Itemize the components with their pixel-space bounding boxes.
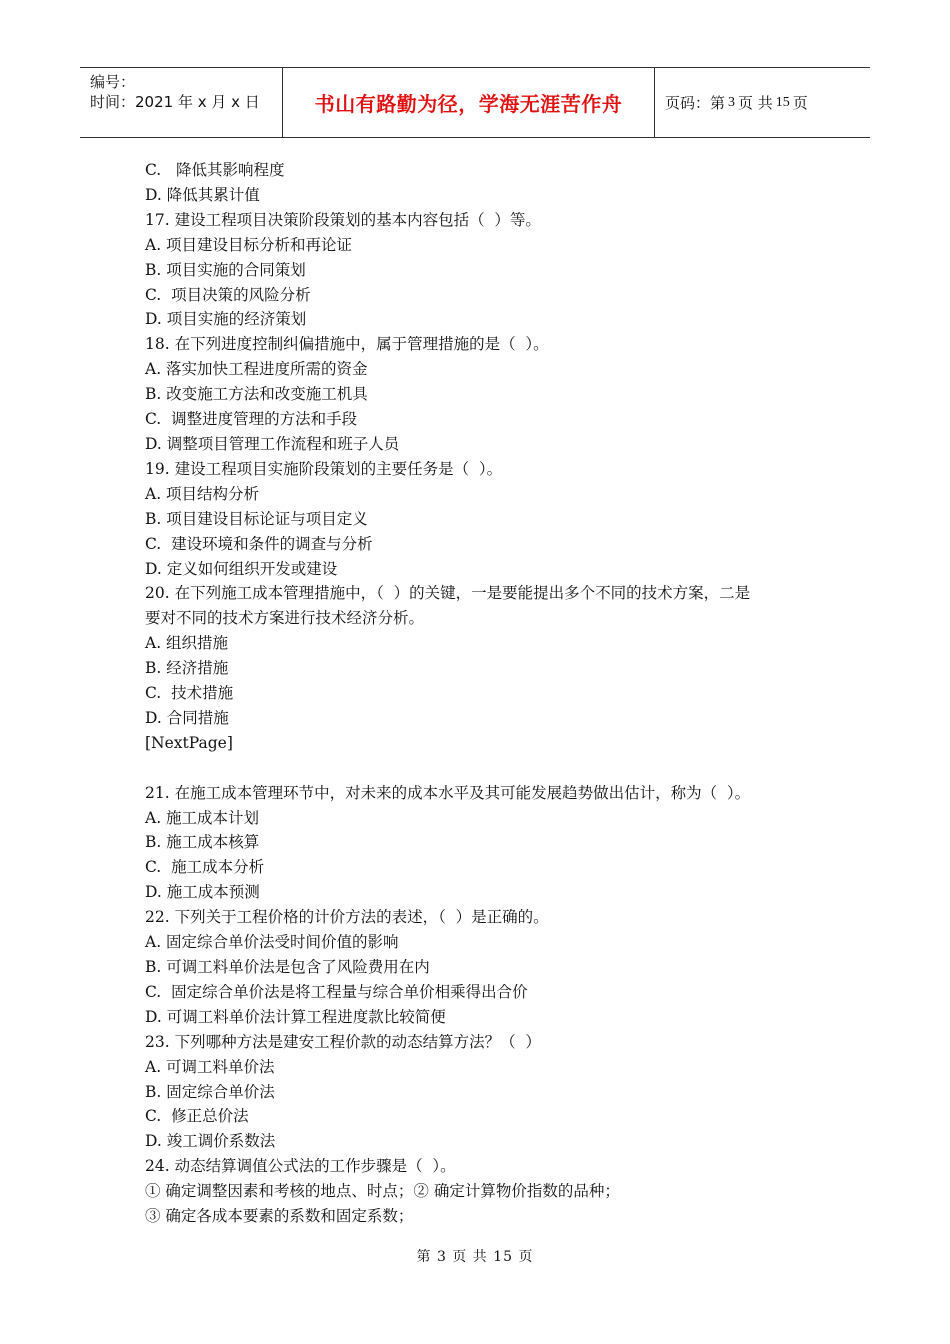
question-23: 23. 下列哪种方法是建安工程价款的动态结算方法？（ ） (145, 1032, 541, 1051)
question-20: 20. 在下列施工成本管理措施中，（ ）的关键，一是要能提出多个不同的技术方案，二是 (145, 584, 751, 603)
text-line: A. 落实加快工程进度所需的资金 (145, 360, 368, 379)
text-line: ③ 确定各成本要素的系数和固定系数； (145, 1207, 414, 1226)
page-header (80, 67, 870, 138)
page-total: 15 (775, 94, 790, 110)
page-break-marker: [NextPage] (145, 733, 233, 752)
text-line: A. 施工成本计划 (145, 808, 260, 827)
text-line: A. 项目结构分析 (145, 484, 260, 503)
document-time-label: 时间：2021 年 x 月 x 日 (90, 93, 260, 111)
text-line: B. 项目实施的合同策划 (145, 260, 306, 279)
document-body (145, 158, 815, 1229)
page-prefix: 页码：第 (665, 94, 726, 112)
text-line: B. 施工成本核算 (145, 833, 260, 852)
text-line: B. 固定综合单价法 (145, 1082, 275, 1101)
text-line: ① 确定调整因素和考核的地点、时点；② 确定计算物价指数的品种； (145, 1182, 620, 1201)
header-page-info (655, 68, 870, 137)
page-suffix: 页 (792, 94, 808, 112)
text-line: B. 经济措施 (145, 659, 229, 678)
page-mid: 页 共 (738, 94, 773, 112)
text-line: D. 合同措施 (145, 708, 229, 727)
text-line: B. 改变施工方法和改变施工机具 (145, 385, 368, 404)
question-18: 18. 在下列进度控制纠偏措施中，属于管理措施的是（ ）。 (145, 335, 549, 354)
text-line: A. 可调工料单价法 (145, 1057, 275, 1076)
text-line: C. 施工成本分析 (145, 858, 265, 877)
question-19: 19. 建设工程项目实施阶段策划的主要任务是（ ）。 (145, 459, 503, 478)
text-line: C. 项目决策的风险分析 (145, 285, 311, 304)
header-motto: 书山有路勤为径，学海无涯苦作舟 (314, 92, 623, 116)
text-line: 要对不同的技术方案进行技术经济分析。 (145, 609, 425, 628)
text-line: C. 修正总价法 (145, 1107, 249, 1126)
text-line: C. 调整进度管理的方法和手段 (145, 410, 358, 429)
text-line: C. 降低其影响程度 (145, 161, 285, 179)
text-line: D. 降低其累计值 (145, 185, 260, 204)
question-22: 22. 下列关于工程价格的计价方法的表述，（ ）是正确的。 (145, 908, 549, 927)
text-line: C. 建设环境和条件的调查与分析 (145, 534, 373, 553)
text-line: D. 调整项目管理工作流程和班子人员 (145, 434, 400, 453)
text-line: D. 施工成本预测 (145, 883, 260, 902)
text-line: A. 固定综合单价法受时间价值的影响 (145, 933, 399, 952)
text-line: B. 可调工料单价法是包含了风险费用在内 (145, 958, 430, 976)
text-line: D. 项目实施的经济策划 (145, 310, 307, 329)
text-line: B. 项目建设目标论证与项目定义 (145, 509, 368, 528)
page-footer: 第 3 页 共 15 页 (416, 1249, 534, 1265)
document-number-label: 编号： (90, 73, 136, 91)
text-line: D. 竣工调价系数法 (145, 1132, 276, 1151)
header-motto-cell (282, 68, 655, 137)
question-21: 21. 在施工成本管理环节中，对未来的成本水平及其可能发展趋势做出估计，称为（ ）。 (145, 783, 751, 802)
text-line: C. 固定综合单价法是将工程量与综合单价相乘得出合价 (145, 982, 528, 1001)
question-24: 24. 动态结算调值公式法的工作步骤是（ ）。 (145, 1157, 456, 1176)
text-line: D. 定义如何组织开发或建设 (145, 559, 338, 578)
text-line: C. 技术措施 (145, 684, 234, 703)
question-17: 17. 建设工程项目决策阶段策划的基本内容包括（ ）等。 (145, 210, 541, 229)
page-current: 3 (728, 94, 736, 110)
text-line: A. 组织措施 (145, 634, 229, 653)
blank-line (145, 756, 815, 781)
text-line: D. 可调工料单价法计算工程进度款比较简便 (145, 1007, 446, 1026)
text-line: A. 项目建设目标分析和再论证 (145, 235, 353, 254)
header-meta (80, 68, 282, 137)
